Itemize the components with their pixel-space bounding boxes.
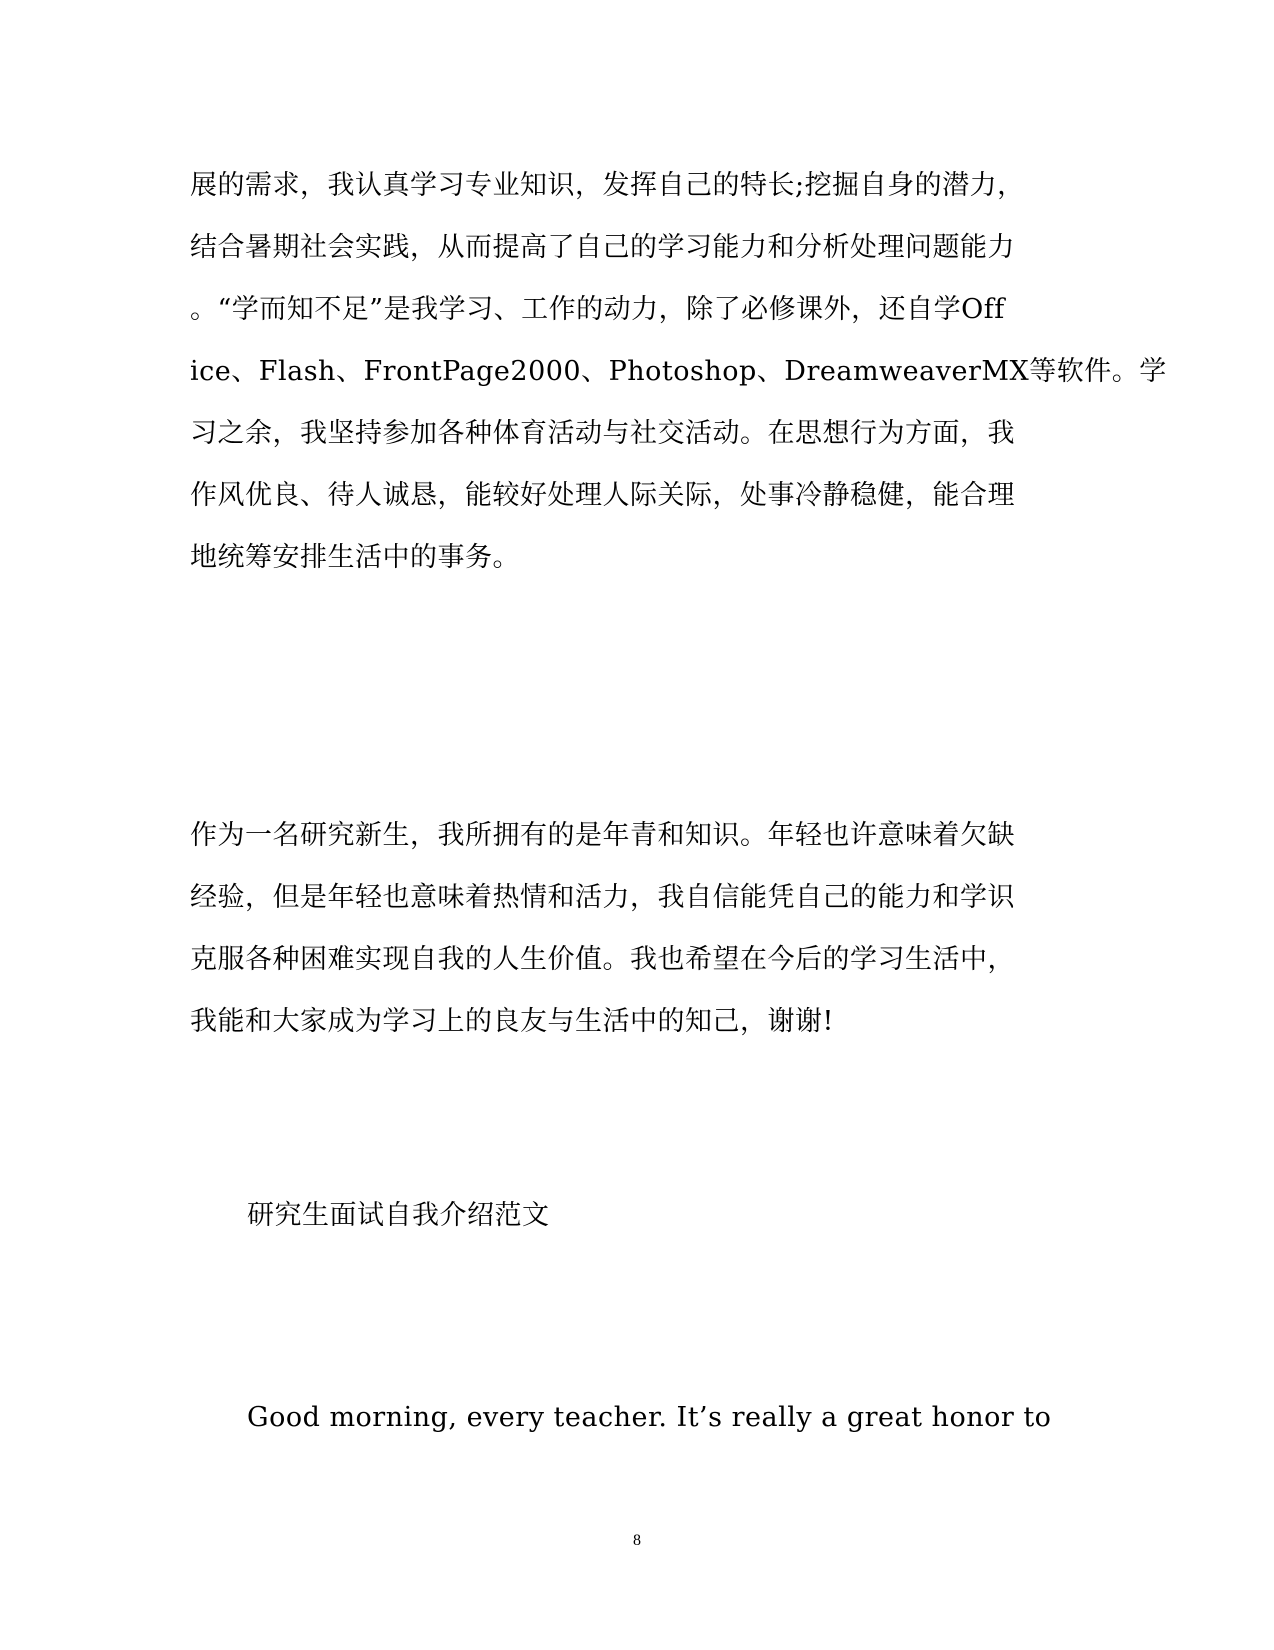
section-heading: 研究生面试自我介绍范文 [247,1200,550,1231]
paragraph-1-line-4: ice、Flash、FrontPage2000、Photoshop、DreamweaverMX等软件。学 [190,356,1167,387]
paragraph-2-line-3: 克服各种困难实现自我的人生价值。我也希望在今后的学习生活中， [190,944,1015,975]
paragraph-2-line-4: 我能和大家成为学习上的良友与生活中的知己，谢谢! [190,1006,834,1037]
paragraph-2-line-2: 经验，但是年轻也意味着热情和活力，我自信能凭自己的能力和学识 [190,882,1015,913]
paragraph-1-line-3: 。“学而知不足”是我学习、工作的动力，除了必修课外，还自学Off [190,294,1005,325]
paragraph-1-line-6: 作风优良、待人诚恳，能较好处理人际关际，处事冷静稳健，能合理 [190,480,1015,511]
paragraph-1-line-2: 结合暑期社会实践，从而提高了自己的学习能力和分析处理问题能力 [190,232,1015,263]
paragraph-1-line-7: 地统筹安排生活中的事务。 [190,542,520,573]
paragraph-1-line-5: 习之余，我坚持参加各种体育活动与社交活动。在思想行为方面，我 [190,418,1015,449]
page-number: 8 [633,1532,641,1549]
paragraph-1-line-1: 展的需求，我认真学习专业知识，发挥自己的特长;挖掘自身的潜力， [190,170,1025,201]
english-paragraph-line: Good morning, every teacher. It’s really a great honor to [247,1402,1052,1433]
paragraph-2-line-1: 作为一名研究新生，我所拥有的是年青和知识。年轻也许意味着欠缺 [190,820,1015,851]
